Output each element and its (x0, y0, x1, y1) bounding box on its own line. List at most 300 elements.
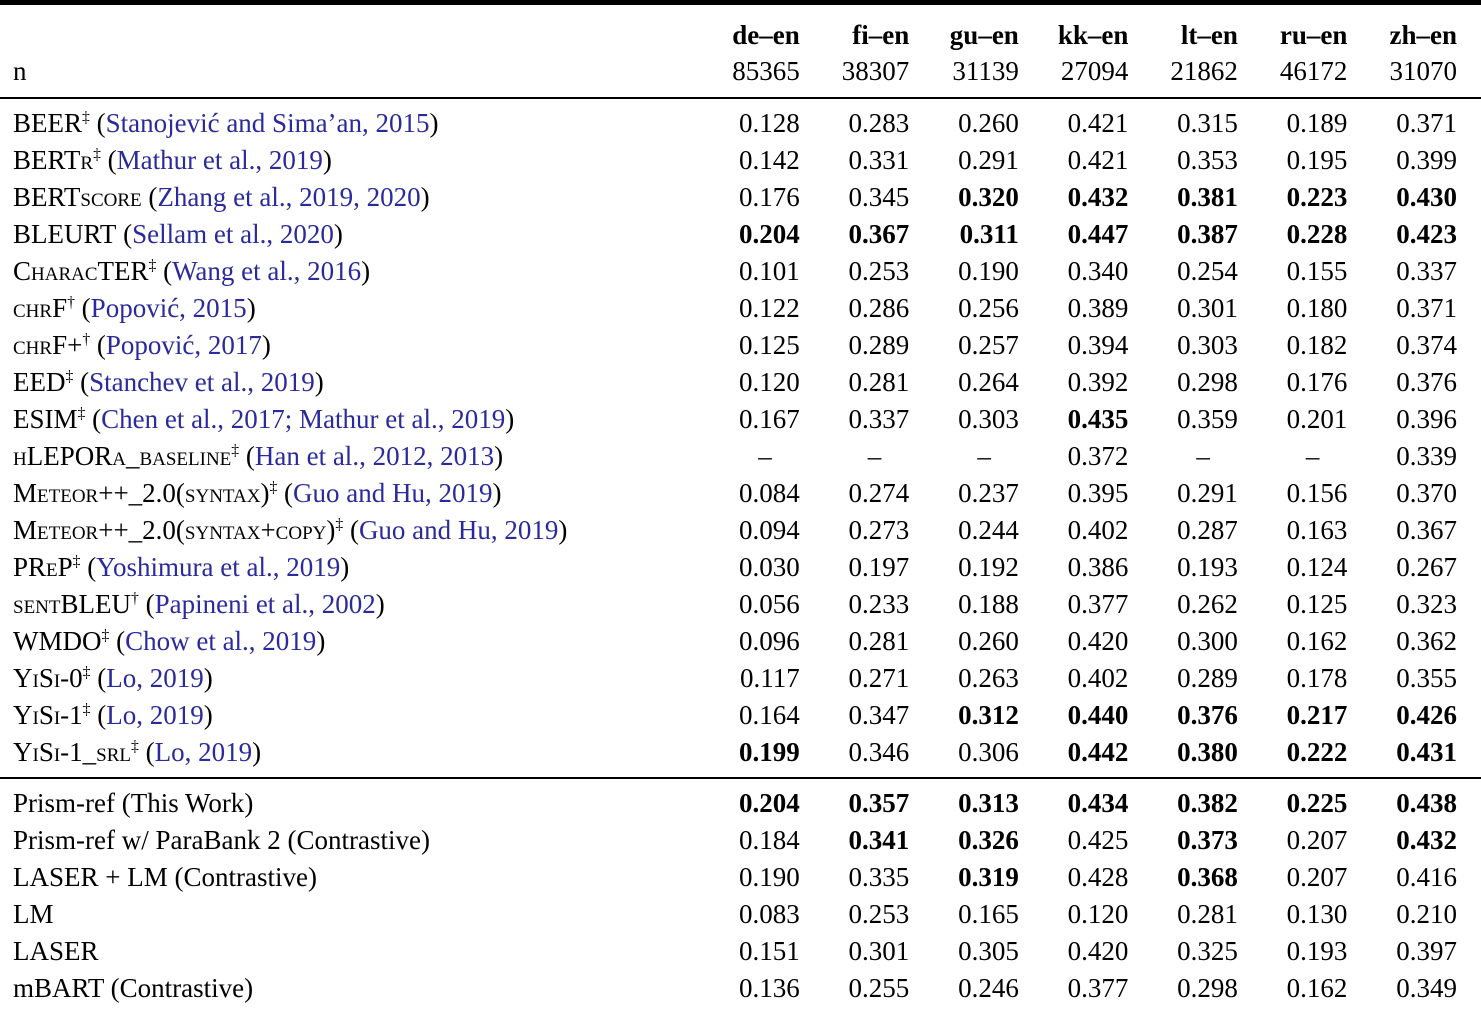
score-cell: 0.298 (1177, 367, 1238, 397)
open-paren: ( (103, 973, 120, 1003)
score-cell: 0.162 (1286, 973, 1348, 1003)
citation-link[interactable]: Stanchev et al., 2019 (89, 367, 315, 397)
close-paren: ) (203, 700, 213, 730)
close-paren: ) (333, 219, 343, 249)
open-paren: ( (85, 404, 102, 434)
metric-label-cell (0, 290, 714, 327)
metric-name: EED (13, 367, 66, 397)
metric-name: LASER (13, 936, 99, 966)
score-cell: 0.394 (1067, 330, 1129, 360)
score-cell: 0.432 (1067, 182, 1129, 212)
score-cell: 0.217 (1286, 700, 1348, 730)
score-cell: 0.274 (848, 478, 910, 508)
metric-name: YiSi-1 (13, 700, 83, 730)
column-header-n: 27094 (1060, 56, 1129, 86)
citation-link[interactable]: Yoshimura et al., 2019 (96, 552, 341, 582)
score-cell: 0.094 (739, 515, 800, 545)
metric-label-cell (0, 734, 714, 778)
citation-link[interactable]: Lo, 2019 (106, 700, 204, 730)
metric-label-cell (0, 512, 714, 549)
close-paren: ) (420, 825, 430, 855)
citation-link[interactable]: Wang et al., 2016 (172, 256, 362, 286)
open-paren: ( (89, 108, 106, 138)
score-cell: – (867, 441, 882, 471)
metric-label-cell (0, 697, 714, 734)
score-cell: 0.371 (1396, 293, 1457, 323)
dagger-mark: † (67, 294, 75, 311)
score-cell: 0.389 (1067, 293, 1129, 323)
score-cell: 0.271 (848, 663, 910, 693)
metric-name: sentBLEU (13, 589, 131, 619)
score-cell: 0.380 (1177, 737, 1238, 767)
open-paren: ( (90, 330, 106, 360)
score-cell: 0.402 (1067, 663, 1129, 693)
score-cell: 0.430 (1396, 182, 1457, 212)
metric-name: BERTscore (13, 182, 142, 212)
column-header-pair: de–en (732, 20, 800, 50)
double-dagger-mark: ‡ (72, 553, 81, 570)
close-paren: ) (203, 663, 213, 693)
metric-name: YiSi-1_srl (13, 737, 132, 767)
score-cell: 0.273 (848, 515, 910, 545)
score-cell: 0.291 (958, 145, 1019, 175)
score-cell: 0.204 (739, 219, 800, 249)
score-cell: 0.367 (848, 219, 910, 249)
score-cell: 0.386 (1067, 552, 1129, 582)
score-cell: 0.362 (1396, 626, 1457, 656)
score-cell: – (977, 441, 991, 471)
metric-label-cell (0, 364, 714, 401)
corner-empty-cell (0, 3, 714, 54)
open-paren: ( (109, 626, 126, 656)
dagger-mark: † (82, 331, 91, 348)
score-cell: 0.346 (848, 737, 910, 767)
score-cell: 0.204 (739, 788, 800, 818)
score-cell: 0.438 (1396, 788, 1457, 818)
open-paren: ( (277, 478, 294, 508)
score-cell: 0.257 (958, 330, 1019, 360)
metric-label-cell (0, 970, 714, 1009)
metric-label-cell (0, 438, 714, 475)
score-cell: 0.335 (848, 862, 910, 892)
score-cell: 0.426 (1396, 700, 1457, 730)
open-paren: ( (73, 367, 90, 397)
score-cell: 0.193 (1286, 936, 1348, 966)
score-cell: 0.190 (739, 862, 800, 892)
score-cell: – (1305, 441, 1320, 471)
score-cell: 0.182 (1286, 330, 1348, 360)
score-cell: 0.395 (1067, 478, 1129, 508)
citation-link[interactable]: Mathur et al., 2019 (116, 145, 323, 175)
table-section-baseline-metrics (0, 98, 1481, 778)
open-paren: ( (167, 862, 184, 892)
metric-name: BLEURT (13, 219, 117, 249)
score-cell: 0.124 (1286, 552, 1348, 582)
citation-link[interactable]: Sellam et al., 2020 (132, 219, 334, 249)
score-cell: 0.192 (958, 552, 1019, 582)
score-cell: 0.283 (848, 108, 910, 138)
score-cell: 0.320 (958, 182, 1019, 212)
score-cell: 0.447 (1067, 219, 1129, 249)
metric-name: hLEPORa_baseline (13, 441, 232, 471)
metric-label-cell (0, 253, 714, 290)
citation-link[interactable]: Stanojević and Sima’an, 2015 (105, 108, 430, 138)
score-cell: 0.423 (1396, 219, 1457, 249)
score-cell: 0.199 (739, 737, 800, 767)
table-row (0, 933, 1481, 970)
citation-link[interactable]: Guo and Hu, 2019 (293, 478, 493, 508)
open-paren: ( (239, 441, 255, 471)
score-cell: 0.193 (1177, 552, 1238, 582)
metric-label-cell (0, 822, 714, 859)
score-cell: 0.396 (1396, 404, 1457, 434)
score-cell: 0.125 (739, 330, 800, 360)
citation-link[interactable]: Popović, 2015 (90, 293, 247, 323)
table-row (0, 327, 1481, 364)
close-paren: ) (505, 404, 515, 434)
metric-label-cell (0, 778, 714, 822)
score-cell: 0.101 (739, 256, 800, 286)
score-cell: 0.303 (958, 404, 1019, 434)
score-cell: 0.190 (958, 256, 1019, 286)
citation-link: Contrastive (183, 862, 308, 892)
open-paren: ( (90, 700, 107, 730)
open-paren: ( (100, 145, 117, 175)
double-dagger-mark: ‡ (269, 479, 278, 496)
score-cell: 0.184 (739, 825, 800, 855)
table-row (0, 549, 1481, 586)
score-cell: 0.381 (1177, 182, 1238, 212)
score-cell: 0.264 (958, 367, 1019, 397)
score-cell: 0.421 (1067, 108, 1129, 138)
score-cell: 0.155 (1286, 256, 1348, 286)
score-cell: 0.376 (1396, 367, 1457, 397)
close-paren: ) (314, 367, 324, 397)
citation-link[interactable]: Lo, 2019 (154, 737, 253, 767)
score-cell: 0.303 (1177, 330, 1238, 360)
double-dagger-mark: ‡ (131, 738, 139, 755)
score-cell: 0.416 (1396, 862, 1457, 892)
score-cell: 0.397 (1396, 936, 1457, 966)
table-row (0, 778, 1481, 822)
dagger-mark: † (131, 590, 139, 607)
double-dagger-mark: ‡ (82, 109, 90, 126)
score-cell: 0.315 (1177, 108, 1238, 138)
score-cell: 0.420 (1067, 936, 1129, 966)
open-paren: ( (138, 589, 155, 619)
citation-link[interactable]: Papineni et al., 2002 (154, 589, 376, 619)
score-cell: 0.255 (848, 973, 910, 1003)
score-cell: 0.263 (958, 663, 1019, 693)
score-cell: 0.298 (1177, 973, 1238, 1003)
score-cell: 0.222 (1286, 737, 1348, 767)
score-cell: 0.357 (848, 788, 910, 818)
column-header-n: 85365 (732, 56, 800, 86)
double-dagger-mark: ‡ (93, 146, 101, 163)
score-cell: 0.201 (1286, 404, 1348, 434)
score-cell: 0.431 (1396, 737, 1457, 767)
score-cell: 0.233 (848, 589, 910, 619)
score-cell: 0.367 (1396, 515, 1457, 545)
close-paren: ) (244, 973, 254, 1003)
metric-label-cell (0, 896, 714, 933)
citation-link[interactable]: Han et al., 2012, 2013 (254, 441, 495, 471)
score-cell: 0.420 (1067, 626, 1129, 656)
metric-name: Meteor++_2.0(syntax) (13, 478, 270, 508)
score-cell: 0.096 (739, 626, 800, 656)
column-header-n: 31070 (1389, 56, 1457, 86)
n-label: n (13, 56, 27, 86)
column-header-pair: fi–en (852, 20, 910, 50)
metric-name: chrF+ (13, 330, 83, 360)
score-cell: 0.287 (1177, 515, 1238, 545)
score-cell: 0.244 (958, 515, 1019, 545)
open-paren: ( (138, 737, 155, 767)
column-header-pair: gu–en (949, 20, 1019, 50)
score-cell: 0.289 (848, 330, 910, 360)
close-paren: ) (261, 330, 271, 360)
score-cell: 0.120 (739, 367, 800, 397)
metric-label-cell (0, 475, 714, 512)
score-cell: 0.180 (1286, 293, 1348, 323)
table-row (0, 970, 1481, 1009)
close-paren: ) (246, 293, 256, 323)
open-paren: ( (80, 552, 97, 582)
metric-label-cell (0, 142, 714, 179)
table-row (0, 401, 1481, 438)
close-paren: ) (558, 515, 568, 545)
double-dagger-mark: ‡ (335, 516, 344, 533)
score-cell: 0.163 (1286, 515, 1348, 545)
score-cell: 0.281 (848, 367, 910, 397)
score-cell: 0.223 (1286, 182, 1348, 212)
score-cell: 0.373 (1177, 825, 1238, 855)
close-paren: ) (316, 626, 326, 656)
score-cell: 0.402 (1067, 515, 1129, 545)
score-cell: 0.337 (1396, 256, 1457, 286)
score-cell: 0.359 (1177, 404, 1238, 434)
table-row (0, 253, 1481, 290)
score-cell: 0.286 (848, 293, 910, 323)
metric-name: BEER (13, 108, 83, 138)
column-header-pair: ru–en (1279, 20, 1348, 50)
score-cell: 0.376 (1177, 700, 1238, 730)
metric-name: LM (13, 899, 54, 929)
table-row (0, 475, 1481, 512)
score-cell: 0.372 (1067, 441, 1129, 471)
score-cell: 0.117 (740, 663, 800, 693)
table-header (0, 3, 1481, 99)
score-cell: 0.128 (739, 108, 800, 138)
column-header-pair: kk–en (1057, 20, 1129, 50)
score-cell: 0.130 (1286, 899, 1348, 929)
score-cell: 0.228 (1286, 219, 1348, 249)
citation-link[interactable]: Popović, 2017 (105, 330, 262, 360)
table-row (0, 586, 1481, 623)
citation-link: Contrastive (119, 973, 245, 1003)
score-cell: 0.435 (1067, 404, 1129, 434)
close-paren: ) (252, 737, 262, 767)
score-cell: 0.207 (1286, 825, 1348, 855)
metric-name: BERTr (13, 145, 94, 175)
table-row (0, 142, 1481, 179)
column-header-n: 31139 (952, 56, 1019, 86)
score-cell: 0.347 (848, 700, 910, 730)
score-cell: 0.374 (1396, 330, 1457, 360)
close-paren: ) (375, 589, 385, 619)
table-row (0, 623, 1481, 660)
column-header-pair: lt–en (1180, 20, 1238, 50)
metric-label-cell (0, 933, 714, 970)
score-cell: 0.370 (1396, 478, 1457, 508)
close-paren: ) (307, 862, 317, 892)
table-row (0, 660, 1481, 697)
metric-name: ESIM (13, 404, 78, 434)
score-cell: 0.300 (1177, 626, 1238, 656)
score-cell: 0.246 (958, 973, 1019, 1003)
citation-link[interactable]: Lo, 2019 (106, 663, 204, 693)
citation-link[interactable]: Guo and Hu, 2019 (358, 515, 559, 545)
open-paren: ( (141, 182, 158, 212)
table-row (0, 438, 1481, 475)
score-cell: 0.371 (1396, 108, 1457, 138)
score-cell: 0.151 (739, 936, 800, 966)
citation-link[interactable]: Chow et al., 2019 (125, 626, 317, 656)
citation-link[interactable]: Chen et al., 2017; Mathur et al., 2019 (101, 404, 506, 434)
citation-link: This Work (130, 788, 245, 818)
table-section-this-work (0, 778, 1481, 1009)
citation-link: Contrastive (296, 825, 421, 855)
table-row (0, 734, 1481, 778)
score-cell: 0.281 (1177, 899, 1238, 929)
close-paren: ) (244, 788, 254, 818)
score-cell: 0.056 (739, 589, 800, 619)
table-row (0, 216, 1481, 253)
table-row (0, 364, 1481, 401)
score-cell: 0.162 (1286, 626, 1348, 656)
open-paren: ( (280, 825, 297, 855)
citation-link[interactable]: Zhang et al., 2019, 2020 (157, 182, 421, 212)
score-cell: 0.442 (1067, 737, 1129, 767)
score-cell: 0.254 (1177, 256, 1238, 286)
metric-label-cell (0, 549, 714, 586)
metric-name: Prism-ref (13, 788, 115, 818)
score-cell: 0.125 (1286, 589, 1348, 619)
score-cell: 0.156 (1286, 478, 1348, 508)
metric-name: Meteor++_2.0(syntax+copy) (13, 515, 336, 545)
score-cell: 0.030 (739, 552, 800, 582)
score-cell: 0.122 (739, 293, 800, 323)
score-cell: 0.267 (1396, 552, 1457, 582)
score-cell: 0.428 (1067, 862, 1129, 892)
score-cell: 0.319 (958, 862, 1019, 892)
score-cell: 0.291 (1177, 478, 1238, 508)
metric-label-cell (0, 660, 714, 697)
table-row (0, 179, 1481, 216)
table-row (0, 859, 1481, 896)
close-paren: ) (420, 182, 430, 212)
score-cell: 0.325 (1177, 936, 1238, 966)
metric-label-cell (0, 179, 714, 216)
header-n-row (0, 53, 1481, 98)
double-dagger-mark: ‡ (77, 405, 86, 422)
close-paren: ) (494, 441, 504, 471)
open-paren: ( (156, 256, 173, 286)
score-cell: 0.355 (1396, 663, 1457, 693)
open-paren: ( (114, 788, 131, 818)
score-cell: 0.341 (848, 825, 910, 855)
score-cell: 0.210 (1396, 899, 1457, 929)
score-cell: 0.340 (1067, 256, 1129, 286)
double-dagger-mark: ‡ (148, 257, 157, 274)
table-row (0, 896, 1481, 933)
column-header-n: 21862 (1170, 56, 1238, 86)
score-cell: 0.306 (958, 737, 1019, 767)
metric-name: YiSi-0 (13, 663, 83, 693)
score-cell: 0.331 (848, 145, 910, 175)
score-cell: 0.165 (958, 899, 1019, 929)
score-cell: 0.256 (958, 293, 1019, 323)
score-cell: 0.260 (958, 626, 1019, 656)
double-dagger-mark: ‡ (82, 701, 91, 718)
score-cell: 0.253 (848, 256, 910, 286)
score-cell: 0.377 (1067, 589, 1129, 619)
metric-name: PReP (13, 552, 73, 582)
metric-name: LASER + LM (13, 862, 168, 892)
metric-name: CharacTER (13, 256, 149, 286)
score-cell: 0.323 (1396, 589, 1457, 619)
score-cell: 0.136 (739, 973, 800, 1003)
score-cell: 0.197 (848, 552, 910, 582)
open-paren: ( (74, 293, 91, 323)
score-cell: – (1196, 441, 1210, 471)
table-row (0, 290, 1481, 327)
score-cell: 0.425 (1067, 825, 1129, 855)
score-cell: 0.142 (739, 145, 800, 175)
score-cell: 0.084 (739, 478, 800, 508)
score-cell: 0.311 (959, 219, 1019, 249)
column-header-pair: zh–en (1389, 20, 1457, 50)
metric-name: mBART (13, 973, 104, 1003)
score-cell: 0.377 (1067, 973, 1129, 1003)
score-cell: 0.392 (1067, 367, 1129, 397)
score-cell: 0.353 (1177, 145, 1238, 175)
open-paren: ( (343, 515, 359, 545)
header-pair-row (0, 3, 1481, 54)
score-cell: 0.289 (1177, 663, 1238, 693)
score-cell: 0.120 (1067, 899, 1129, 929)
score-cell: 0.178 (1286, 663, 1348, 693)
score-cell: – (758, 441, 772, 471)
metric-label-cell (0, 586, 714, 623)
score-cell: 0.399 (1396, 145, 1457, 175)
score-cell: 0.368 (1177, 862, 1238, 892)
score-cell: 0.167 (739, 404, 800, 434)
score-cell: 0.339 (1396, 441, 1457, 471)
score-cell: 0.207 (1286, 862, 1348, 892)
score-cell: 0.083 (739, 899, 800, 929)
score-cell: 0.432 (1396, 825, 1457, 855)
metric-label-cell (0, 216, 714, 253)
close-paren: ) (322, 145, 332, 175)
metric-label-cell (0, 327, 714, 364)
metric-name: Prism-ref w/ ParaBank 2 (13, 825, 281, 855)
close-paren: ) (429, 108, 439, 138)
close-paren: ) (492, 478, 502, 508)
score-cell: 0.253 (848, 899, 910, 929)
table-row (0, 98, 1481, 142)
score-cell: 0.337 (848, 404, 910, 434)
